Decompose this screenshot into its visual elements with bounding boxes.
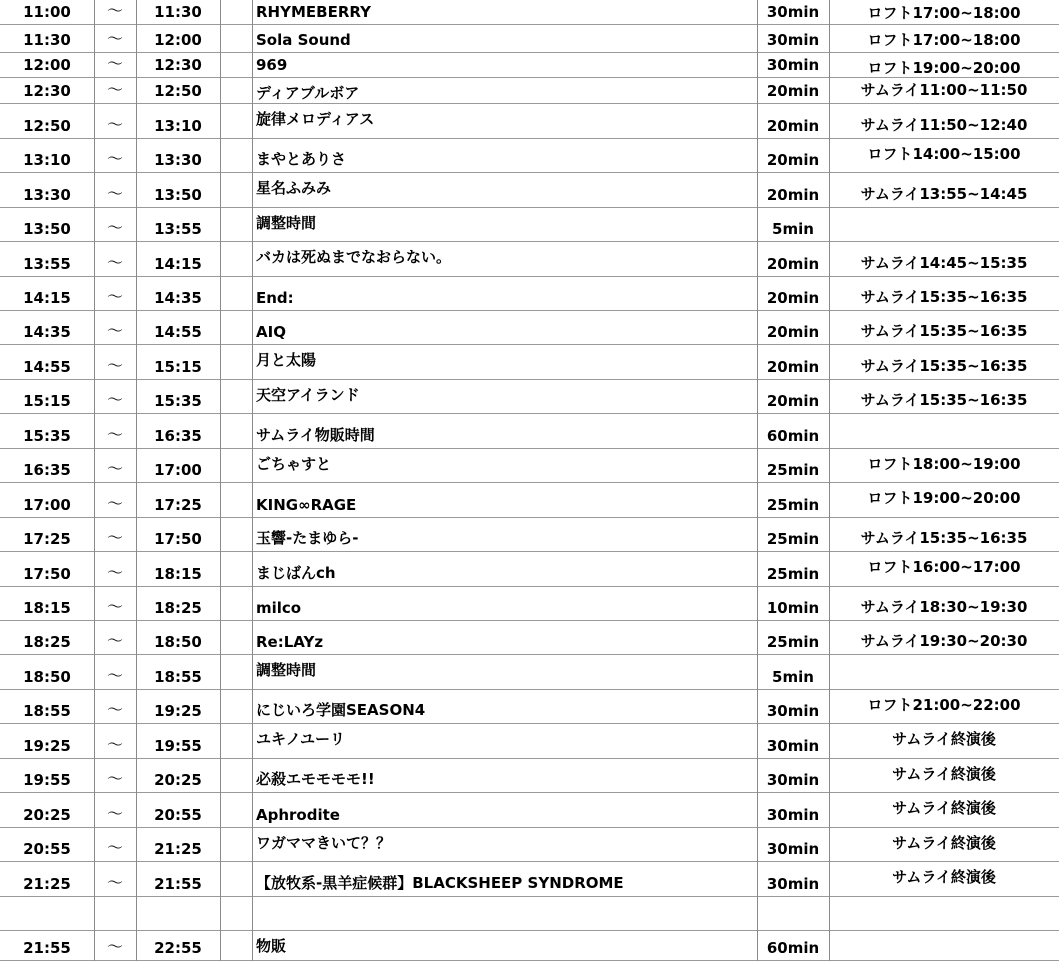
timetable-row — [0, 587, 1059, 621]
timetable-row — [0, 414, 1059, 449]
duration: 20min — [766, 117, 820, 135]
merch-time: サムライ15:35~16:35 — [860, 322, 1028, 340]
start-time: 18:55 — [23, 702, 71, 720]
merch-time: サムライ13:55~14:45 — [860, 185, 1028, 203]
timetable-row — [0, 53, 1059, 78]
time-separator: 〜 — [106, 287, 123, 306]
duration — [757, 897, 829, 930]
performer-name: 調整時間 — [256, 661, 317, 679]
duration: 30min — [766, 806, 820, 824]
start-time: 14:15 — [23, 289, 71, 307]
timetable-row — [0, 0, 1059, 25]
start-time: 17:00 — [23, 496, 71, 514]
timetable-row — [0, 483, 1059, 518]
duration: 60min — [766, 427, 820, 445]
performer-name: KING∞RAGE — [256, 496, 357, 514]
time-separator: 〜 — [106, 769, 123, 788]
duration: 20min — [766, 255, 820, 273]
start-time: 20:25 — [23, 806, 71, 824]
timetable-row — [0, 862, 1059, 897]
duration: 20min — [766, 186, 820, 204]
performer-name: 星名ふみみ — [256, 179, 332, 197]
merch-time — [829, 208, 1059, 241]
merch-time: サムライ15:35~16:35 — [860, 288, 1028, 306]
end-time: 19:55 — [154, 737, 202, 755]
time-separator: 〜 — [106, 184, 123, 203]
duration: 25min — [766, 496, 820, 514]
end-time: 12:00 — [154, 31, 202, 49]
start-time: 15:35 — [23, 427, 71, 445]
merch-time — [829, 655, 1059, 689]
start-time: 13:50 — [23, 220, 71, 238]
timetable-row — [0, 724, 1059, 759]
timetable-row — [0, 449, 1059, 483]
start-time: 13:55 — [23, 255, 71, 273]
end-time: 17:00 — [154, 461, 202, 479]
duration: 25min — [766, 461, 820, 479]
timetable-row — [0, 78, 1059, 104]
start-time: 19:55 — [23, 771, 71, 789]
duration: 20min — [766, 82, 820, 100]
end-time: 18:15 — [154, 565, 202, 583]
merch-time: サムライ終演後 — [892, 730, 996, 748]
time-separator: 〜 — [106, 528, 123, 547]
performer-name: 旋律メロディアス — [256, 110, 375, 128]
time-separator: 〜 — [106, 563, 123, 582]
performer-name: Re:LAYz — [256, 633, 324, 651]
merch-time: ロフト17:00~18:00 — [867, 4, 1021, 22]
start-time: 11:00 — [23, 3, 71, 21]
merch-time: サムライ終演後 — [892, 868, 996, 886]
performer-name: AIQ — [256, 323, 286, 341]
performer-name: ごちゃすと — [256, 455, 332, 473]
start-time: 17:50 — [23, 565, 71, 583]
time-separator: 〜 — [106, 425, 123, 444]
performer-name: 物販 — [256, 937, 287, 955]
timetable-row — [0, 690, 1059, 724]
duration: 30min — [766, 771, 820, 789]
timetable-row — [0, 345, 1059, 380]
merch-time: サムライ14:45~15:35 — [860, 254, 1028, 272]
start-time: 12:00 — [23, 56, 71, 74]
duration: 30min — [766, 875, 820, 893]
time-separator: 〜 — [106, 390, 123, 409]
start-time: 12:30 — [23, 82, 71, 100]
duration: 30min — [766, 3, 820, 21]
end-time: 18:50 — [154, 633, 202, 651]
start-time: 21:55 — [23, 939, 71, 957]
time-separator: 〜 — [106, 115, 123, 134]
duration: 25min — [766, 565, 820, 583]
end-time: 19:25 — [154, 702, 202, 720]
duration: 20min — [766, 323, 820, 341]
time-separator: 〜 — [106, 666, 123, 685]
timetable-row — [0, 277, 1059, 311]
merch-time: ロフト14:00~15:00 — [867, 145, 1021, 163]
duration: 30min — [766, 840, 820, 858]
duration: 30min — [766, 56, 820, 74]
start-time: 14:35 — [23, 323, 71, 341]
duration: 30min — [766, 31, 820, 49]
duration: 60min — [766, 939, 820, 957]
merch-time: サムライ終演後 — [892, 799, 996, 817]
time-separator: 〜 — [106, 735, 123, 754]
timetable-row — [0, 518, 1059, 552]
merch-time: サムライ19:30~20:30 — [860, 632, 1028, 650]
merch-time: ロフト21:00~22:00 — [867, 696, 1021, 714]
end-time: 11:30 — [154, 3, 202, 21]
time-separator: 〜 — [106, 80, 123, 99]
time-separator — [94, 897, 136, 930]
start-time: 14:55 — [23, 358, 71, 376]
end-time: 15:35 — [154, 392, 202, 410]
end-time — [136, 897, 220, 930]
performer-name: ディアブルボア — [256, 84, 360, 102]
start-time: 15:15 — [23, 392, 71, 410]
start-time — [0, 897, 94, 930]
performer-name: まやとありさ — [256, 150, 347, 168]
timetable-row — [0, 621, 1059, 655]
time-separator: 〜 — [106, 356, 123, 375]
merch-time: サムライ18:30~19:30 — [860, 598, 1028, 616]
start-time: 12:50 — [23, 117, 71, 135]
merch-time: ロフト16:00~17:00 — [867, 558, 1021, 576]
start-time: 18:25 — [23, 633, 71, 651]
duration: 30min — [766, 737, 820, 755]
time-separator: 〜 — [106, 253, 123, 272]
end-time: 21:55 — [154, 875, 202, 893]
end-time: 13:30 — [154, 151, 202, 169]
merch-time: サムライ11:00~11:50 — [860, 81, 1028, 99]
merch-time: ロフト17:00~18:00 — [867, 31, 1021, 49]
time-separator: 〜 — [106, 149, 123, 168]
end-time: 13:55 — [154, 220, 202, 238]
time-separator: 〜 — [106, 597, 123, 616]
merch-time: サムライ11:50~12:40 — [860, 116, 1028, 134]
time-separator: 〜 — [106, 29, 123, 48]
time-separator: 〜 — [106, 218, 123, 237]
end-time: 15:15 — [154, 358, 202, 376]
performer-name: 調整時間 — [256, 214, 317, 232]
merch-time: サムライ終演後 — [892, 765, 996, 783]
end-time: 13:50 — [154, 186, 202, 204]
timetable-row — [0, 793, 1059, 828]
merch-time — [829, 897, 1059, 930]
merch-time: サムライ終演後 — [892, 834, 996, 852]
performer-name: milco — [256, 599, 302, 617]
end-time: 18:25 — [154, 599, 202, 617]
timetable-row — [0, 242, 1059, 277]
time-separator: 〜 — [106, 321, 123, 340]
timetable-row — [0, 931, 1059, 961]
timetable-row — [0, 208, 1059, 242]
duration: 20min — [766, 289, 820, 307]
duration: 10min — [766, 599, 820, 617]
duration: 5min — [772, 668, 814, 686]
timetable-row — [0, 552, 1059, 587]
time-separator: 〜 — [106, 804, 123, 823]
performer-name: まじばんch — [256, 564, 336, 582]
end-time: 14:15 — [154, 255, 202, 273]
end-time: 17:50 — [154, 530, 202, 548]
performer-name: 必殺エモモモモ!! — [256, 770, 375, 788]
merch-time: サムライ15:35~16:35 — [860, 391, 1028, 409]
time-separator: 〜 — [106, 54, 123, 73]
performer-name: 月と太陽 — [256, 351, 317, 369]
time-separator: 〜 — [106, 494, 123, 513]
timetable-row — [0, 897, 1059, 931]
performer-name: Aphrodite — [256, 806, 340, 824]
end-time: 20:55 — [154, 806, 202, 824]
performer-name: 【放牧系-黒羊症候群】BLACKSHEEP SYNDROME — [256, 874, 624, 892]
performer-name: バカは死ぬまでなおらない。 — [256, 248, 452, 266]
duration: 30min — [766, 702, 820, 720]
timetable-row — [0, 25, 1059, 53]
end-time: 14:55 — [154, 323, 202, 341]
timetable-row — [0, 311, 1059, 345]
merch-time — [829, 931, 1059, 960]
start-time: 21:25 — [23, 875, 71, 893]
end-time: 17:25 — [154, 496, 202, 514]
end-time: 12:30 — [154, 56, 202, 74]
timetable-row — [0, 759, 1059, 793]
end-time: 14:35 — [154, 289, 202, 307]
duration: 25min — [766, 633, 820, 651]
timetable-row — [0, 655, 1059, 690]
start-time: 18:50 — [23, 668, 71, 686]
timetable-row — [0, 104, 1059, 139]
end-time: 22:55 — [154, 939, 202, 957]
performer-name: 969 — [256, 56, 288, 74]
duration: 20min — [766, 358, 820, 376]
performer-name: にじいろ学園SEASON4 — [256, 701, 426, 719]
performer-name: Sola Sound — [256, 31, 351, 49]
timetable-row — [0, 139, 1059, 173]
merch-time: ロフト19:00~20:00 — [867, 489, 1021, 507]
end-time: 21:25 — [154, 840, 202, 858]
duration: 25min — [766, 530, 820, 548]
end-time: 12:50 — [154, 82, 202, 100]
time-separator: 〜 — [106, 937, 123, 956]
merch-time: サムライ15:35~16:35 — [860, 529, 1028, 547]
start-time: 20:55 — [23, 840, 71, 858]
merch-time — [829, 414, 1059, 448]
duration: 20min — [766, 151, 820, 169]
merch-time: ロフト18:00~19:00 — [867, 455, 1021, 473]
start-time: 11:30 — [23, 31, 71, 49]
merch-time: ロフト19:00~20:00 — [867, 59, 1021, 77]
start-time: 13:10 — [23, 151, 71, 169]
time-separator: 〜 — [106, 700, 123, 719]
end-time: 18:55 — [154, 668, 202, 686]
end-time: 13:10 — [154, 117, 202, 135]
performer-name: サムライ物販時間 — [256, 426, 375, 444]
merch-time: サムライ15:35~16:35 — [860, 357, 1028, 375]
timetable-row — [0, 380, 1059, 414]
duration: 20min — [766, 392, 820, 410]
performer-name: RHYMEBERRY — [256, 3, 371, 21]
time-separator: 〜 — [106, 459, 123, 478]
start-time: 18:15 — [23, 599, 71, 617]
time-separator: 〜 — [106, 838, 123, 857]
start-time: 19:25 — [23, 737, 71, 755]
end-time: 16:35 — [154, 427, 202, 445]
time-separator: 〜 — [106, 631, 123, 650]
start-time: 16:35 — [23, 461, 71, 479]
performer-name: End: — [256, 289, 294, 307]
performer-name: ユキノユーリ — [256, 730, 345, 748]
performer-name: 玉響-たまゆら- — [256, 529, 359, 547]
performer-name — [252, 897, 757, 930]
time-separator: 〜 — [106, 873, 123, 892]
start-time: 13:30 — [23, 186, 71, 204]
end-time: 20:25 — [154, 771, 202, 789]
duration: 5min — [772, 220, 814, 238]
performer-name: 天空アイランド — [256, 386, 360, 404]
time-separator: 〜 — [106, 1, 123, 20]
timetable-row — [0, 828, 1059, 862]
performer-name: ワガママきいて？？ — [256, 834, 392, 852]
start-time: 17:25 — [23, 530, 71, 548]
timetable-row — [0, 173, 1059, 208]
